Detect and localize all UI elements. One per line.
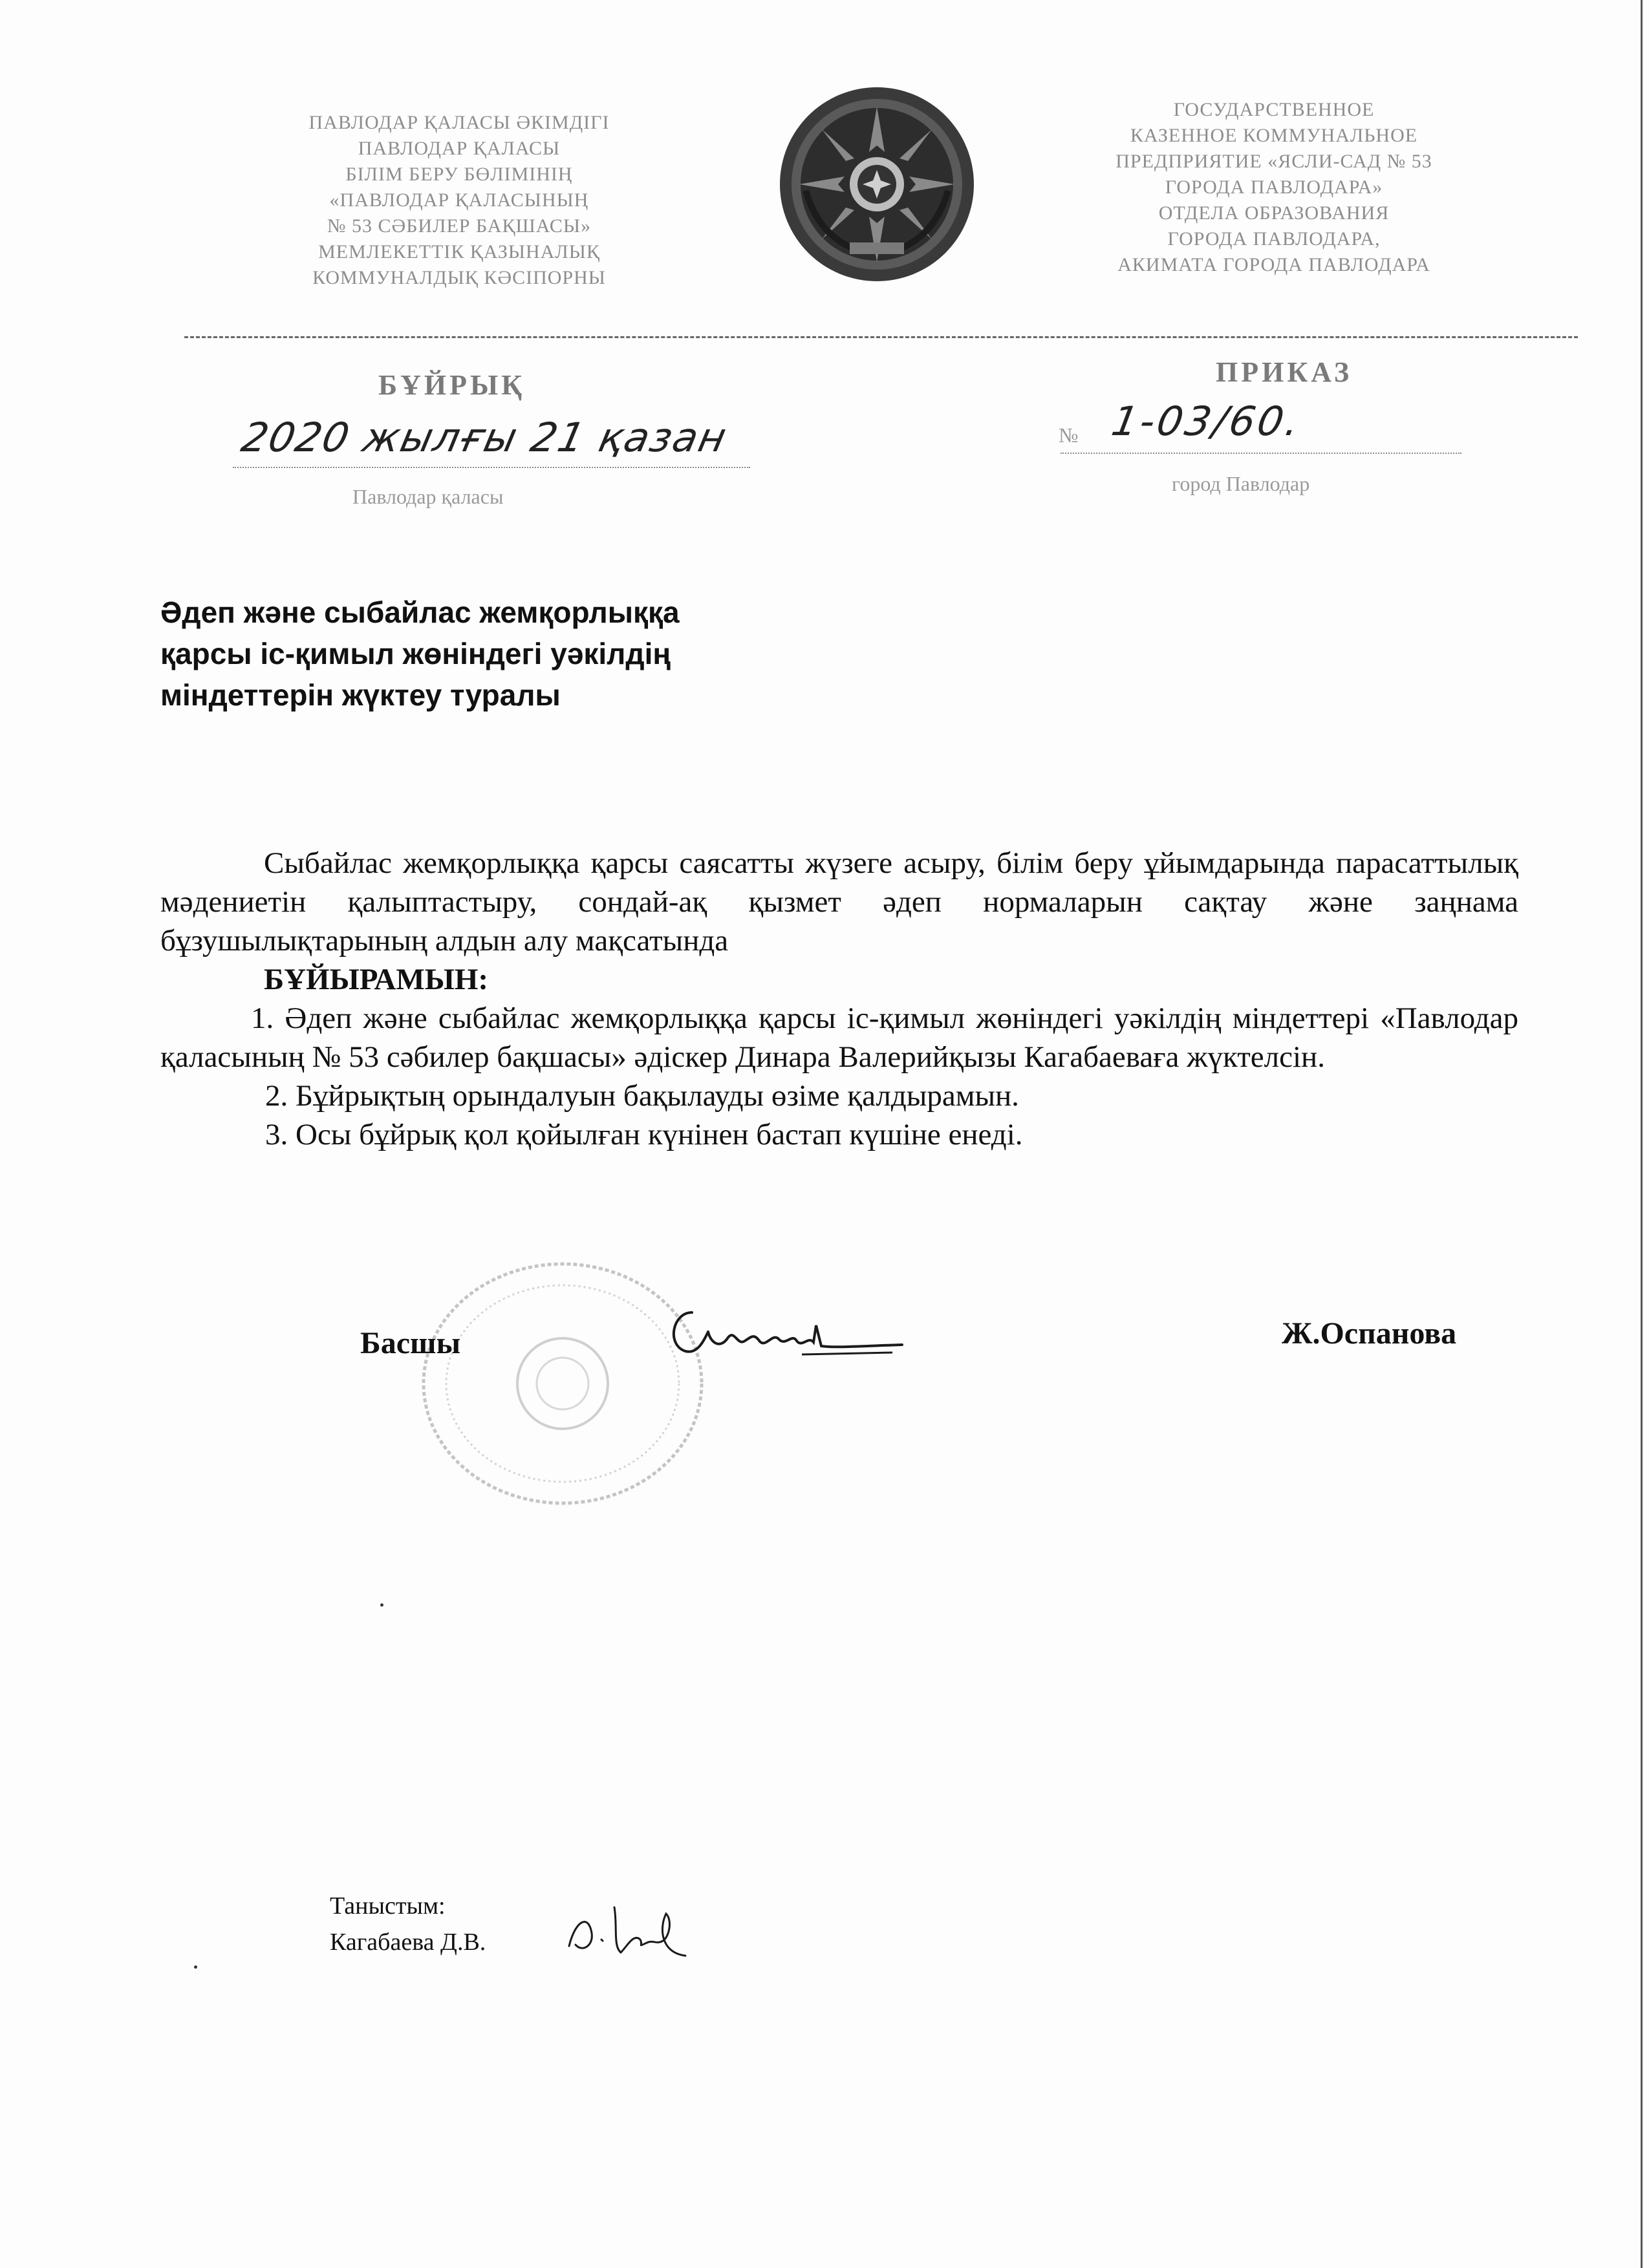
header-left-line: МЕМЛЕКЕТТІК ҚАЗЫНАЛЫҚ (318, 241, 600, 262)
order-date-handwritten: 2020 жылғы 21 қазан (237, 414, 732, 461)
date-underline (233, 467, 750, 468)
city-kz: Павлодар қаласы (352, 485, 504, 508)
order-word: БҰЙЫРАМЫН: (264, 963, 489, 996)
scan-edge (1641, 0, 1643, 2268)
header-right-line: ОТДЕЛА ОБРАЗОВАНИЯ (1158, 202, 1390, 224)
order-number-sign: № (1059, 423, 1079, 447)
number-underline (1061, 453, 1461, 454)
order-number-handwritten: 1-03/60. (1108, 398, 1306, 445)
signer-position: Басшы (360, 1326, 461, 1360)
scan-speck (380, 1603, 383, 1607)
director-signature-icon (647, 1287, 905, 1377)
header-left-line: ПАВЛОДАР ҚАЛАСЫ ӘКІМДІГІ (308, 112, 610, 133)
ack-name: Кагабаева Д.В. (330, 1929, 486, 1956)
preamble (160, 844, 1518, 999)
header-left-line: БІЛІМ БЕРУ БӨЛІМІНІҢ (345, 164, 573, 185)
order-type-kz: БҰЙРЫҚ (378, 369, 526, 401)
header-right-line: ГОРОДА ПАВЛОДАРА, (1167, 228, 1381, 250)
document-title (160, 592, 872, 716)
ack-label: Таныстым: (330, 1892, 446, 1920)
header-right-line: КАЗЕННОЕ КОММУНАЛЬНОЕ (1130, 125, 1418, 146)
header-left-line: ПАВЛОДАР ҚАЛАСЫ (358, 138, 561, 159)
title-line: міндеттерін жүктеу туралы (160, 678, 561, 712)
title-line: Әдеп және сыбайлас жемқорлыққа (160, 595, 680, 629)
order-item-2: 2. Бұйрықтың орындалуын бақылауды өзіме қалдырамын. (265, 1079, 1019, 1113)
state-emblem-icon (773, 81, 980, 288)
preamble-text: Сыбайлас жемқорлыққа қарсы саясатты жүзеге асыру, білім беру ұйымдарында парасаттылық мәдениетін қалыптастыру, сондай-ақ қызмет әдеп нормаларын сақтау және заңнама бұзушылықтарының алдын алу мақсатында (160, 846, 1518, 957)
scan-speck (194, 1965, 197, 1969)
city-ru: город Павлодар (1172, 472, 1310, 495)
order-type-ru: ПРИКАЗ (1216, 356, 1353, 388)
order-item-1: 1. Әдеп және сыбайлас жемқорлыққа қарсы іс-қимыл жөніндегі уәкілдің міндеттері «Павлодар қаласының № 53 сәбилер бақшасы» әдіскер Динара Валерийқызы Кагабаеваға жүктелсін. (160, 1001, 1518, 1074)
title-line: қарсы іс-қимыл жөніндегі уәкілдің (160, 637, 671, 670)
header-left-line: № 53 СӘБИЛЕР БАҚШАСЫ» (327, 215, 592, 237)
acknowledgement-signature-icon (563, 1894, 692, 1965)
header-right-ru (1035, 97, 1513, 278)
signer-name: Ж.Оспанова (1282, 1316, 1457, 1351)
header-right-line: ГОСУДАРСТВЕННОЕ (1173, 99, 1375, 120)
header-left-line: «ПАВЛОДАР ҚАЛАСЫНЫҢ (329, 189, 589, 211)
order-item-3: 3. Осы бұйрық қол қойылған күнінен бастап күшіне енеді. (265, 1118, 1023, 1151)
header-divider (184, 336, 1578, 338)
acknowledgement (330, 1888, 486, 1960)
header-right-line: АКИМАТА ГОРОДА ПАВЛОДАРА (1117, 254, 1430, 275)
header-right-line: ГОРОДА ПАВЛОДАРА» (1165, 177, 1383, 198)
header-left-line: КОММУНАЛДЫҚ КӘСІПОРНЫ (312, 267, 606, 288)
header-left-kz (233, 110, 685, 291)
document-body (160, 844, 1518, 1154)
header-right-line: ПРЕДПРИЯТИЕ «ЯСЛИ-САД № 53 (1116, 151, 1432, 172)
